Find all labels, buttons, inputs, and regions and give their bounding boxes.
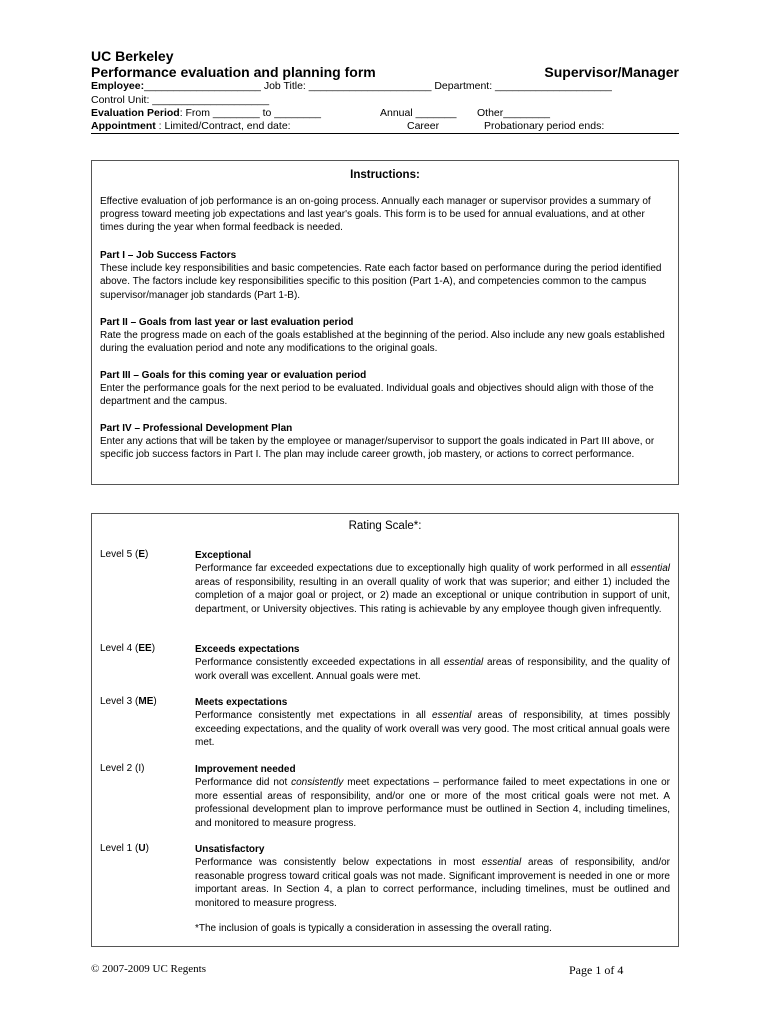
department-field[interactable]: ____________________ [495,80,612,92]
part-1-text: These include key responsibilities and basic competencies. Rate each factor based on performance during the period identified above. The factors include key responsibilities specific to this position (Part 1-A), and competencies common to the campus supervisor/manager job standards (Part 1-B). [100,263,662,301]
control-unit-label: Control Unit: [91,94,150,106]
level-4-description: Exceeds expectations Performance consistently exceeded expectations in all essential areas of responsibility, and the quality of work overall was excellent. Annual goals were met. [195,644,670,682]
part-2-text: Rate the progress made on each of the goals established at the beginning of the period. Also include any new goals established during the evaluation period and note any modifications to the original goals. [100,330,665,355]
level-1-label: Level 1 (U) [100,843,149,854]
control-unit-line [91,94,269,106]
instructions-title: Instructions: [350,169,420,181]
part-3-section [100,369,668,409]
header-rule [91,133,679,134]
appointment-label: Appointment [91,120,156,132]
instructions-box [91,160,679,485]
job-title-label: Job Title: [263,80,306,92]
level-1-name: Unsatisfactory [195,844,265,855]
level-5-description: Exceptional Performance far exceeded expectations due to exceptionally high quality of work performed in all essential areas of responsibility, resulting in an overall quality of work that was superior; and either 1) included the completion of a major goal or project, or 2) made an exceptional or unique contribution in support of unit, department, or University objectives. This rating is achievable by any employee though given infrequently. [195,550,670,615]
part-2-heading: Part II – Goals from last year or last evaluation period [100,317,354,328]
part-4-text: Enter any actions that will be taken by the employee or manager/supervisor to support the goals indicated in Part III above, or specific job success factors in Part I. The plan may include career growth, job mastery, or actions to correct performance. [100,436,655,461]
rating-scale-title: Rating Scale*: [348,520,422,532]
appointment-limited[interactable]: : Limited/Contract, end date: [155,120,291,132]
org-name: UC Berkeley [91,48,174,64]
probationary-option[interactable]: Probationary period ends: [484,120,605,132]
copyright: © 2007-2009 UC Regents [91,963,206,975]
part-4-section [100,422,668,462]
part-4-heading: Part IV – Professional Development Plan [100,423,293,434]
part-2-section [100,316,668,356]
level-2-description: Improvement needed Performance did not consistently meet expectations – performance failed to meet expectations in one or more essential areas of responsibility, and/or one or more of the most critical goals were not met. A professional development plan to improve performance must be outlined in Section 4, including timelines, and monitored to measure progress. [195,764,671,829]
form-role: Supervisor/Manager [544,64,679,80]
part-3-text: Enter the performance goals for the next period to be evaluated. Individual goals and objectives should align with those of the department and the campus. [100,383,654,408]
level-2-label: Level 2 (I) [100,763,145,774]
evaluation-period-label: Evaluation Period [91,107,180,119]
part-1-heading: Part I – Job Success Factors [100,250,237,261]
level-5-name: Exceptional [195,550,252,561]
annual-option[interactable]: Annual _______ [380,107,457,119]
appointment-line [91,120,679,132]
level-4-name: Exceeds expectations [195,644,300,655]
level-2-name: Improvement needed [195,764,296,775]
instructions-intro: Effective evaluation of job performance is an on-going process. Annually each manager or supervisor provides a summary of progress toward meeting job expectations and last year's goals. This form is to be used for annual evaluations, and at other times during the year when formal feedback is needed. [100,196,651,234]
form-title-row [91,64,679,80]
form-title: Performance evaluation and planning form [91,64,376,80]
part-1-section [100,249,668,302]
employee-field[interactable]: ____________________ [144,80,261,92]
employee-line [91,80,612,92]
career-option[interactable]: Career [407,120,440,132]
level-3-description: Meets expectations Performance consistently met expectations in all essential areas of responsibility, at times possibly exceeding expectations, and the quality of work overall was very good. The most critical annual goals were met. [195,697,670,749]
other-option[interactable]: Other________ [477,107,550,119]
job-title-field[interactable]: _____________________ [308,80,432,92]
department-label: Department: [434,80,493,92]
page-number: Page 1 of 4 [569,963,624,977]
level-5-label: Level 5 (E) [100,549,149,560]
level-3-label: Level 3 (ME) [100,696,157,707]
evaluation-period-dates[interactable]: : From ________ to ________ [179,107,321,119]
employee-label: Employee: [91,80,145,92]
evaluation-period-line [91,107,550,119]
part-3-heading: Part III – Goals for this coming year or evaluation period [100,370,367,381]
level-1-description: Unsatisfactory Performance was consistently below expectations in most essential areas of responsibility, and/or reasonable progress toward critical goals was not made. Significant improvement is needed in one or more important areas. In Section 4, a plan to correct performance, including timelines, must be outlined and monitored to measure progress. [195,844,670,909]
level-4-label: Level 4 (EE) [100,643,156,654]
level-3-name: Meets expectations [195,697,288,708]
rating-footnote: *The inclusion of goals is typically a consideration in assessing the overall rating. [195,923,552,934]
control-unit-field[interactable]: ____________________ [152,94,270,106]
rating-scale-box [91,513,679,947]
